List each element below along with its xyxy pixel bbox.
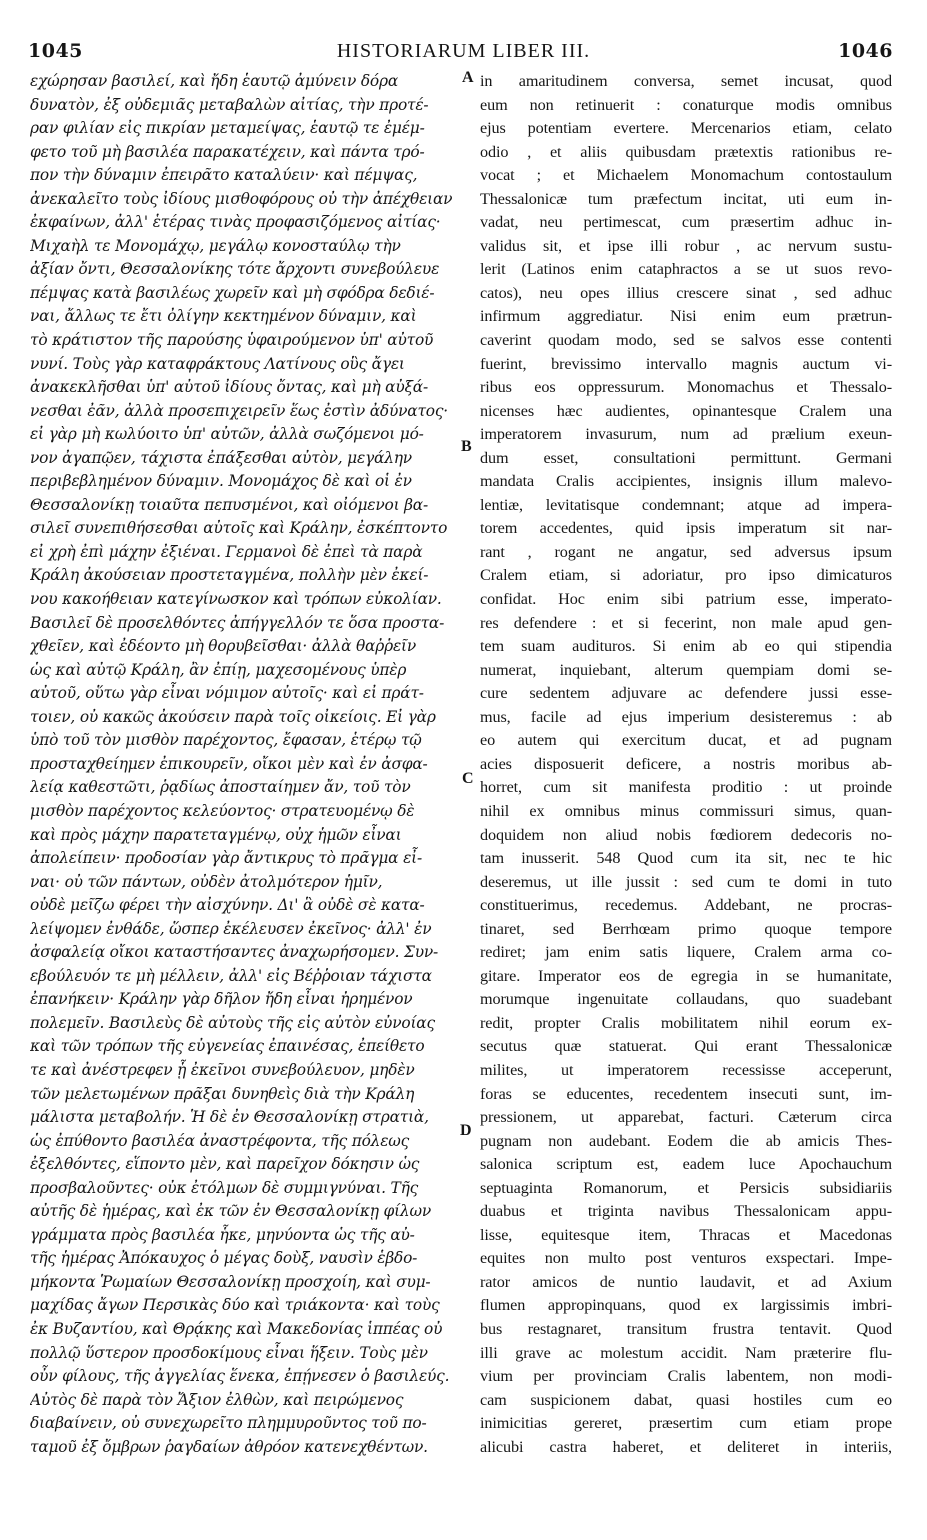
greek-text-line: ἀνεκαλεῖτο τοὺς ἰδίους μισθοφόρους οὐ τὴν ἀπέχθειαν: [30, 189, 453, 208]
latin-text-line: caverint quodam modo, sed se salvos esse contenti: [480, 331, 892, 350]
greek-text-line: τῆς ἡμέρας Ἀπόκαυχος ὁ μέγας δοὺξ, ναυσὶν ἑβδο-: [30, 1249, 418, 1268]
greek-text-line: ἀπολείπειν· προδοσίαν γὰρ ἄντικρυς τὸ πρᾶγμα εἶ-: [30, 849, 422, 868]
greek-text-line: αὐτῆς δὲ ἡμέρας, καὶ ἐκ τῶν ἐν Θεσσαλονίκῃ φίλων: [30, 1202, 431, 1221]
greek-text-line: μήκοντα Ῥωμαίων Θεσσαλονίκῃ προσχοίη, καὶ συμ-: [30, 1272, 431, 1291]
latin-text-line: milites, ut imperatorem recessisse acceperunt,: [480, 1060, 892, 1079]
greek-text-line: τὸ κράτιστον τῆς παρούσης ὑφαιρούμενον ὑπ' αὐτοῦ: [30, 331, 434, 350]
greek-text-line: τε καὶ ἀνέστρεφεν ᾗ ἐκεῖνοι συνεβούλευον, μηδὲν: [30, 1060, 415, 1079]
greek-text-line: ραν φιλίαν εἰς πικρίαν μεταμείψας, ἑαυτῷ τε ἐμέμ-: [30, 119, 425, 138]
latin-text-line: flumen appropinquans, quod ex largissimis imbri-: [480, 1296, 892, 1315]
latin-text-line: lentiæ, levitatisque condemnant; atque ad impera-: [480, 495, 892, 514]
greek-text-line: ἀξίαν ὄντι, Θεσσαλονίκης τότε ἄρχοντι συνεβούλευε: [30, 260, 440, 279]
greek-text-line: τῶν μελετωμένων πρᾶξαι δυνηθεὶς διὰ τὴν Κράλη: [30, 1084, 415, 1103]
latin-text-line: tem suam audituros. Si enim ab eo qui stipendia: [480, 637, 892, 656]
greek-text-line: Θεσσαλονίκῃ τοιαῦτα πεπυσμένοι, καὶ οἰόμενοι βα-: [30, 495, 428, 514]
greek-text-line: πέμψας κατὰ βασιλέως χωρεῖν καὶ μὴ σφόδρα δεδιέ-: [30, 283, 435, 302]
latin-text-line: nicenses hæc audientes, opinantesque Cralem una: [480, 401, 892, 420]
greek-text-line: χθεῖεν, καὶ ἐδέοντο μὴ θορυβεῖσθαι· ἀλλὰ θαῤῥεῖν: [30, 637, 416, 656]
greek-text-line: τοιεν, οὐ κακῶς ἀκούσειν παρὰ τοῖς οἰκείοις. Εἰ γὰρ: [30, 707, 436, 726]
greek-text-line: ναι· οὐ τῶν πάντων, οὐδὲν ἀτολμότερον ἡμῖν,: [30, 872, 383, 891]
latin-text-line: cure sedentem adjuvare ac defendere jussi esse-: [480, 684, 892, 703]
latin-text-line: odio , et aliis quibusdam prætextis rationibus re-: [480, 142, 892, 161]
latin-text-line: horret, cum sit manifesta proditio : ut proinde: [480, 778, 892, 797]
greek-text-line: καὶ τῶν τρόπων τῆς εὐγενείας ἐπαινέσας, ἐπείθετο: [30, 1037, 425, 1056]
latin-text-line: vocat ; et Michaelem Monomachum contostaulum: [480, 166, 892, 185]
greek-text-line: νυνί. Τοὺς γὰρ καταφράκτους Λατίνους οὓς ἄγει: [30, 354, 405, 373]
greek-text-line: φετο τοῦ μὴ βασιλέα παρακατέχειν, καὶ πάντα τρό-: [30, 142, 425, 161]
section-marker-b: B: [461, 438, 472, 455]
greek-text-line: γράμματα πρὸς βασιλέα ἧκε, μηνύοντα ὡς τῆς αὐ-: [30, 1225, 415, 1244]
latin-text-line: numerat, inquiebant, alterum quempiam domi se-: [480, 660, 892, 679]
greek-text-line: μαχίδας ἄγων Περσικὰς δύο καὶ τριάκοντα· καὶ τοὺς: [30, 1296, 440, 1315]
greek-text-line: λείψομεν ἐνθάδε, ὥσπερ ἐκέλευσεν ἐκεῖνος· ἀλλ' ἐν: [30, 919, 432, 938]
greek-text-line: Αὐτὸς δὲ παρὰ τὸν Ἄξιον ἐλθὼν, καὶ πειρώμενος: [30, 1390, 404, 1409]
latin-text-line: acies disposuerit deficere, a nostris moribus ab-: [480, 754, 892, 773]
latin-text-line: vium per provinciam Cralis labentem, non modi-: [480, 1367, 892, 1386]
greek-text-line: προσβαλοῦντες· οὐκ ἐτόλμων δὲ συμμιγνύναι. Τῆς: [30, 1178, 419, 1197]
greek-text-line: μάλιστα μεταβολήν. Ἡ δὲ ἐν Θεσσαλονίκῃ στρατιὰ,: [30, 1108, 429, 1127]
greek-text-line: μισθὸν παρέχοντος κελεύοντος· στρατευομένῳ δὲ: [30, 801, 415, 820]
greek-text-line: Μιχαὴλ τε Μονομάχῳ, μεγάλῳ κονοσταύλῳ τὴν: [30, 236, 401, 255]
greek-text-line: ναι, ἄλλως τε ἔτι ὀλίγην κεκτημένον δύναμιν, καὶ: [30, 307, 417, 326]
greek-text-line: ἐπανήκειν· Κράλην γὰρ δῆλον ἤδη εἶναι ἠρημένον: [30, 990, 413, 1009]
latin-text-line: secutus quæ statuerat. Qui erant Thessalonicæ: [480, 1037, 892, 1056]
latin-text-line: lerit (Latinos enim cataphractos a se ut suos revo-: [480, 260, 892, 279]
latin-text-line: dum esset, consultationi permittunt. Germani: [480, 448, 892, 467]
latin-text-line: confidat. Hoc enim sibi patrium esse, imperato-: [480, 590, 892, 609]
greek-column: [30, 70, 470, 1459]
latin-text-line: fuerint, brevissimo intervallo magnis auctum vi-: [480, 354, 892, 373]
latin-text-line: doquidem non aliud nobis fœdiorem dedecoris no-: [480, 825, 892, 844]
greek-text-line: ὑπὸ τοῦ τὸν μισθὸν παρέχοντος, ἔφασαν, ἑτέρῳ τῷ: [30, 731, 422, 750]
latin-text-line: illi grave ac molestum accidit. Nam præterire flu-: [480, 1343, 892, 1362]
greek-text-line: εἰ γὰρ μὴ κωλύοιτο ὑπ' αὐτῶν, ἀλλὰ σωζόμενοι μό-: [30, 425, 424, 444]
section-marker-c: C: [462, 770, 474, 787]
latin-text-line: rediret; jam enim satis liquere, Cralem arma co-: [480, 943, 892, 962]
latin-text-line: morumque ingenuitate collaudans, quo suadebant: [480, 990, 892, 1009]
greek-text-line: ἀσφαλείᾳ οἴκοι καταστήσαντες ἀναχωρήσομεν. Συν-: [30, 943, 439, 962]
latin-text-line: cam suspicionem dabat, quasi hostiles cum eo: [480, 1390, 892, 1409]
latin-text-line: res defendere : et si fecerint, non male apud gen-: [480, 613, 892, 632]
greek-text-line: εβούλευόν τε μὴ μέλλειν, ἀλλ' εἰς Βέῤῥοιαν τάχιστα: [30, 966, 432, 985]
greek-text-line: νον ἀγαπῷεν, τάχιστα ἐπάξεσθαι αὐτὸν, μεγάλην: [30, 448, 412, 467]
page-header: [0, 40, 927, 70]
page-number-right: 1046: [838, 40, 893, 62]
latin-text-line: catos), neu opes illius crescere sinat , sed adhuc: [480, 283, 892, 302]
greek-text-line: ἐκ Βυζαντίου, καὶ Θρᾴκης καὶ Μακεδονίας ἱππέας οὐ: [30, 1319, 443, 1338]
latin-text-line: mus, facile ad ejus imperium desisteremus : ab: [480, 707, 892, 726]
greek-text-line: πολλῷ ὕστερον προσδοκίμους εἶναι ἥξειν. Τοὺς μὲν: [30, 1343, 428, 1362]
latin-text-line: pugnam non audebant. Eodem die ab amicis Thes-: [480, 1131, 892, 1150]
latin-text-line: torem accedentes, quid ipsis imperatum sit nar-: [480, 519, 892, 538]
latin-text-line: validus sit, et ipse illi robur , ac nervum sustu-: [480, 236, 892, 255]
greek-text-line: νεσθαι ἐᾶν, ἀλλὰ προσεπιχειρεῖν ἕως ἐστὶν ἀδύνατος·: [30, 401, 448, 420]
section-marker-a: A: [462, 69, 474, 86]
latin-text-line: ejus potentiam evertere. Mercenarios etiam, celato: [480, 119, 892, 138]
greek-text-line: ὡς καὶ αὐτῷ Κράλη, ἂν ἐπίῃ, μαχεσομένους ὑπὲρ: [30, 660, 407, 679]
greek-text-line: εἰ χρὴ ἐπὶ μάχην ἐξιέναι. Γερμανοὶ δὲ ἐπεὶ τὰ παρὰ: [30, 542, 423, 561]
greek-text-line: ἐκφαίνων, ἀλλ' ἑτέρας τινὰς προφασιζόμενος αἰτίας·: [30, 213, 441, 232]
page-number-left: 1045: [28, 40, 83, 62]
greek-text-line: καὶ πρὸς μάχην παρατεταγμένῳ, οὐχ ἡμῶν εἶναι: [30, 825, 402, 844]
latin-text-line: tam inusserit. 548 Quod cum ita sit, nec te hic: [480, 849, 892, 868]
greek-text-line: δυνατὸν, ἐξ οὐδεμιᾶς μεταβαλὼν αἰτίας, τὴν προτέ-: [30, 95, 429, 114]
latin-text-line: rant , rogant ne angatur, sed adversus ipsum: [480, 542, 892, 561]
latin-text-line: redit, propter Cralis mobilitatem nihil eorum ex-: [480, 1013, 892, 1032]
latin-text-line: vadat, neu pertimescat, cum præsertim adhuc in-: [480, 213, 892, 232]
greek-text-line: Βασιλεῖ δὲ προσελθόντες ἀπήγγελλόν τε ὅσα προστα-: [30, 613, 445, 632]
greek-text-line: ὡς ἐπύθοντο βασιλέα ἀναστρέφοντα, τῆς πόλεως: [30, 1131, 410, 1150]
latin-text-line: tinaret, sed Berrhœam primo quoque tempore: [480, 919, 892, 938]
latin-text-line: bus restagnaret, transitum frustra tentavit. Quod: [480, 1319, 892, 1338]
greek-text-line: ἀνακεκλῆσθαι ὑπ' αὐτοῦ ἰδίους ὄντας, καὶ μὴ αὐξά-: [30, 378, 428, 397]
latin-text-line: nihil ex omnibus minus commissuri simus, quan-: [480, 801, 892, 820]
latin-text-line: equites non multo post venturos exspectari. Impe-: [480, 1249, 892, 1268]
latin-text-line: constituerimus, recedemus. Addebant, ne procras-: [480, 896, 892, 915]
greek-text-line: σιλεῖ συνεπιθήσεσθαι αὐτοῖς καὶ Κράλην, ἐσκέπτοντο: [30, 519, 448, 538]
greek-text-line: προσταχθείημεν ἐπικουρεῖν, οἴκοι μὲν καὶ ἐν ἀσφα-: [30, 754, 428, 773]
greek-text-line: οὖν φίλους, τῆς ἀγγελίας ἕνεκα, ἐπῄνεσεν ὁ βασιλεύς.: [30, 1367, 450, 1386]
latin-text-line: Thessalonicæ tum præfectum incitat, uti eum in-: [480, 189, 892, 208]
greek-text-line: ταμοῦ ἐξ ὄμβρων ῥαγδαίων ἀθρόον κατενεχθέντων.: [30, 1437, 428, 1456]
latin-text-line: salonica scriptum est, eadem luce Apochauchum: [480, 1155, 892, 1174]
latin-column: [480, 70, 892, 1459]
greek-text-line: διαβαίνειν, οὐ συνεχωρεῖτο πλημμυροῦντος τοῦ πο-: [30, 1414, 427, 1433]
latin-text-line: pressionem, ut apparebat, facturi. Cæterum circa: [480, 1108, 892, 1127]
latin-text-line: rator amicos de nuntio laudavit, et ad Axium: [480, 1272, 892, 1291]
latin-text-line: Cralem etiam, si adoriatur, pro ipso dimicaturos: [480, 566, 892, 585]
latin-text-line: duabus et triginta navibus Thessalonicam appu-: [480, 1202, 892, 1221]
running-title: HISTORIARUM LIBER III.: [336, 40, 591, 62]
greek-text-line: λείᾳ καθεστῶτι, ῥᾳδίως ἀποσταίημεν ἄν, τοῦ τὸν: [30, 778, 411, 797]
latin-text-line: deseremus, ut ille jussit : sed cum te domi in tuto: [480, 872, 892, 891]
latin-text-line: alicubi castra haberet, et deliteret in interiis,: [480, 1437, 892, 1456]
greek-text-line: εχώρησαν βασιλεί, καὶ ἤδη ἑαυτῷ ἀμύνειν δόρα: [30, 72, 399, 90]
greek-text-line: οὐδὲ μεῖζω φέρει τὴν αἰσχύνην. Δι' ἃ οὐδὲ σὲ κατα-: [30, 896, 425, 915]
greek-text-line: Κράλη ἀκούσειαν προστεταγμένα, πολλὴν μὲν ἐκεί-: [30, 566, 429, 585]
latin-text-line: eum non retinuerit : conaturque modis omnibus: [480, 95, 892, 114]
greek-text-line: πολεμεῖν. Βασιλεὺς δὲ αὐτοὺς τῆς εἰς αὐτὸν εὐνοίας: [30, 1013, 435, 1032]
greek-text-line: ἐξελθόντες, εἵποντο μὲν, καὶ παρεῖχον δόκησιν ὡς: [30, 1155, 420, 1174]
greek-text-line: αὐτοῦ, οὕτω γὰρ εἶναι νόμιμον αὐτοῖς· καὶ εἰ πράτ-: [30, 684, 424, 703]
latin-text-line: inimicitias gereret, præsertim cum etiam prope: [480, 1414, 892, 1433]
latin-text-line: in amaritudinem conversa, semet incusat, quod: [480, 72, 892, 90]
latin-text-line: eo autem qui exercitum ducat, et ad pugnam: [480, 731, 892, 750]
latin-text-line: infirmum aggrediatur. Nisi enim eum prætrun-: [480, 307, 892, 326]
latin-text-line: mandata Cralis accipientes, insignis illum malevo-: [480, 472, 892, 491]
latin-text-line: ribus eos oppressurum. Monomachus et Thessalo-: [480, 378, 892, 397]
latin-text-line: foras se educentes, recedentem insecuti sunt, im-: [480, 1084, 892, 1103]
latin-text-line: gitare. Imperator eos de egregia in se humanitate,: [480, 966, 892, 985]
greek-text-line: νου κακοήθειαν κατεγίνωσκον καὶ τρόπων εὐκολίαν.: [30, 590, 442, 609]
latin-text-line: septuaginta Romanorum, et Persicis subsidiariis: [480, 1178, 892, 1197]
latin-text-line: lisse, equitesque item, Thracas et Macedonas: [480, 1225, 892, 1244]
section-marker-d: D: [460, 1122, 472, 1139]
latin-text-line: imperatorem invasurum, num ad prælium exeun-: [480, 425, 892, 444]
greek-text-line: περιβεβλημένον δύναμιν. Μονομάχος δὲ καὶ οἱ ἐν: [30, 472, 412, 491]
greek-text-line: πον τὴν δύναμιν ἐπειρᾶτο καταλύειν· καὶ πέμψας,: [30, 166, 418, 185]
